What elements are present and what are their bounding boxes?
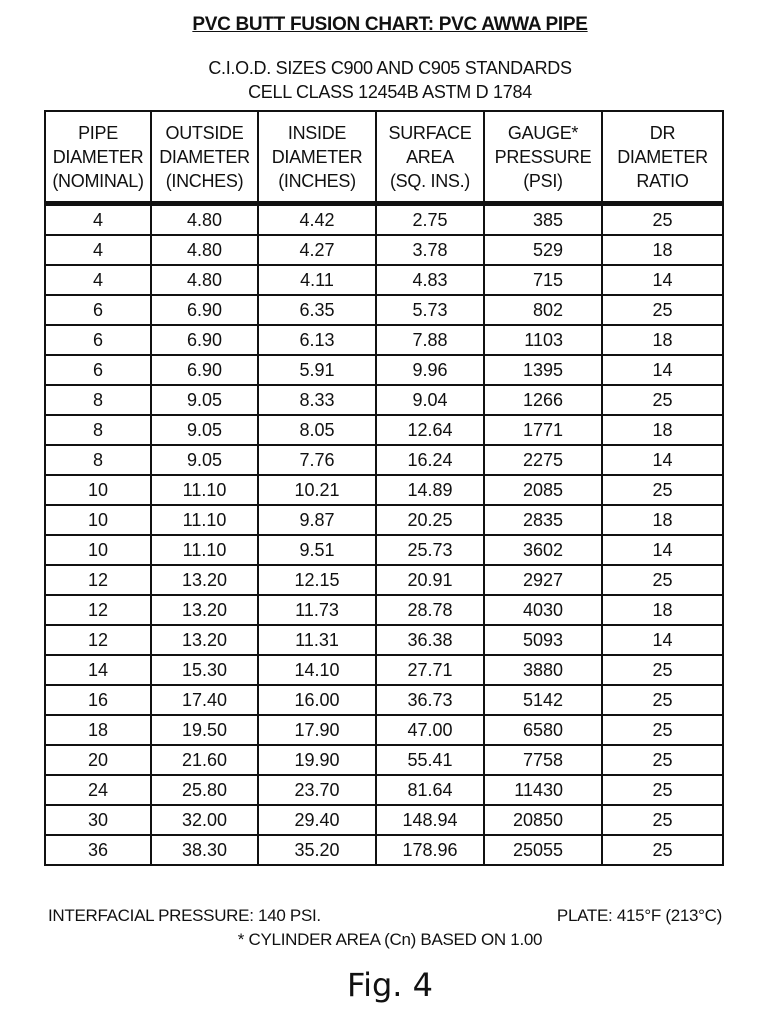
table-row [45, 445, 723, 475]
table-row [45, 535, 723, 565]
table-cell: 5093 [484, 625, 602, 655]
column-header-line: GAUGE* [507, 122, 579, 143]
table-cell: 8.33 [258, 385, 376, 415]
table-cell: 18 [602, 235, 723, 265]
table-cell: 11.10 [151, 475, 258, 505]
table-cell: 2085 [484, 475, 602, 505]
pvc-fusion-table [44, 110, 724, 866]
column-header [484, 111, 602, 204]
column-header-line: DR [649, 122, 676, 143]
column-header [45, 111, 151, 204]
table-cell: 529 [484, 235, 602, 265]
table-cell: 25 [602, 565, 723, 595]
table-header [45, 111, 723, 204]
column-header [602, 111, 723, 204]
table-cell: 21.60 [151, 745, 258, 775]
table-cell: 9.96 [376, 355, 484, 385]
table-cell: 14 [45, 655, 151, 685]
column-header-line: (INCHES) [165, 170, 244, 191]
table-cell: 6.13 [258, 325, 376, 355]
table-row [45, 295, 723, 325]
table-cell: 11.31 [258, 625, 376, 655]
table-cell: 8.05 [258, 415, 376, 445]
table-cell: 18 [602, 325, 723, 355]
column-header-line: PRESSURE [494, 146, 592, 167]
table-row [45, 235, 723, 265]
table-cell: 7.88 [376, 325, 484, 355]
table-cell: 2275 [484, 445, 602, 475]
header-row [45, 111, 723, 204]
column-header-line: (SQ. INS.) [389, 170, 470, 191]
table-cell: 4.80 [151, 265, 258, 295]
table-cell: 16.00 [258, 685, 376, 715]
table-cell: 25.80 [151, 775, 258, 805]
table-cell: 5.91 [258, 355, 376, 385]
table-cell: 6.90 [151, 325, 258, 355]
table-cell: 14 [602, 625, 723, 655]
table-row [45, 715, 723, 745]
column-header-line: (INCHES) [278, 170, 356, 191]
table-cell: 36 [45, 835, 151, 865]
table-cell: 4.80 [151, 235, 258, 265]
table-cell: 12 [45, 595, 151, 625]
table-row [45, 475, 723, 505]
table-cell: 25 [602, 655, 723, 685]
table-row [45, 505, 723, 535]
table-cell: 178.96 [376, 835, 484, 865]
table-cell: 11.10 [151, 505, 258, 535]
table-row [45, 385, 723, 415]
table-cell: 1395 [484, 355, 602, 385]
table-row [45, 655, 723, 685]
table-body [45, 204, 723, 866]
table-cell: 25 [602, 385, 723, 415]
table-cell: 28.78 [376, 595, 484, 625]
table-cell: 9.05 [151, 445, 258, 475]
table-cell: 4.27 [258, 235, 376, 265]
table-cell: 8 [45, 445, 151, 475]
column-header-line: AREA [406, 146, 454, 167]
table-row [45, 204, 723, 236]
column-header-line: DIAMETER [271, 146, 363, 167]
table-cell: 10 [45, 475, 151, 505]
column-header [151, 111, 258, 204]
table-row [45, 685, 723, 715]
table-cell: 6580 [484, 715, 602, 745]
table-cell: 25 [602, 835, 723, 865]
table-cell: 4.42 [258, 204, 376, 236]
table-cell: 13.20 [151, 565, 258, 595]
table-row [45, 835, 723, 865]
table-cell: 12 [45, 565, 151, 595]
table-cell: 30 [45, 805, 151, 835]
table-row [45, 745, 723, 775]
table-cell: 20.91 [376, 565, 484, 595]
table-cell: 20.25 [376, 505, 484, 535]
table-cell: 25 [602, 475, 723, 505]
table-cell: 4 [45, 265, 151, 295]
table-cell: 6 [45, 325, 151, 355]
column-header-line: OUTSIDE [165, 122, 244, 143]
table-row [45, 775, 723, 805]
table-cell: 81.64 [376, 775, 484, 805]
table-cell: 7758 [484, 745, 602, 775]
table-cell: 10 [45, 505, 151, 535]
table-cell: 16.24 [376, 445, 484, 475]
table-cell: 38.30 [151, 835, 258, 865]
table-cell: 6 [45, 295, 151, 325]
table-cell: 25 [602, 745, 723, 775]
table-cell: 19.50 [151, 715, 258, 745]
table-cell: 25 [602, 685, 723, 715]
column-header-line: (PSI) [523, 170, 563, 191]
table-cell: 5142 [484, 685, 602, 715]
chart-title: PVC BUTT FUSION CHART: PVC AWWA PIPE [192, 14, 588, 35]
standards-subtitle: C.I.O.D. SIZES C900 AND C905 STANDARDS [208, 58, 572, 78]
table-cell: 4.80 [151, 204, 258, 236]
table-cell: 16 [45, 685, 151, 715]
table-cell: 385 [484, 204, 602, 236]
table-row [45, 625, 723, 655]
table-cell: 8 [45, 385, 151, 415]
table-cell: 9.05 [151, 415, 258, 445]
table-cell: 25 [602, 775, 723, 805]
table-cell: 13.20 [151, 625, 258, 655]
table-cell: 17.40 [151, 685, 258, 715]
table-cell: 17.90 [258, 715, 376, 745]
table-cell: 11.10 [151, 535, 258, 565]
table-cell: 25 [602, 805, 723, 835]
table-cell: 14 [602, 445, 723, 475]
table-cell: 7.76 [258, 445, 376, 475]
table-cell: 4 [45, 235, 151, 265]
column-header-line: (NOMINAL) [52, 170, 144, 191]
table-cell: 25055 [484, 835, 602, 865]
table-cell: 14.10 [258, 655, 376, 685]
table-cell: 802 [484, 295, 602, 325]
table-cell: 9.51 [258, 535, 376, 565]
table-cell: 4.83 [376, 265, 484, 295]
plate-temperature-note: PLATE: 415°F (213°C) [556, 906, 722, 925]
table-cell: 4 [45, 204, 151, 236]
table-cell: 25.73 [376, 535, 484, 565]
column-header-line: RATIO [636, 170, 689, 191]
table-cell: 25 [602, 715, 723, 745]
table-cell: 13.20 [151, 595, 258, 625]
table-cell: 9.05 [151, 385, 258, 415]
table-cell: 6.90 [151, 295, 258, 325]
table-cell: 9.87 [258, 505, 376, 535]
cylinder-area-footnote: * CYLINDER AREA (Cn) BASED ON 1.00 [237, 930, 543, 949]
table-cell: 12.15 [258, 565, 376, 595]
table-cell: 14 [602, 355, 723, 385]
table-cell: 18 [602, 595, 723, 625]
table-cell: 14 [602, 535, 723, 565]
table-cell: 20 [45, 745, 151, 775]
table-cell: 18 [45, 715, 151, 745]
table-cell: 18 [602, 505, 723, 535]
table-cell: 47.00 [376, 715, 484, 745]
table-cell: 36.38 [376, 625, 484, 655]
table-row [45, 415, 723, 445]
table-cell: 35.20 [258, 835, 376, 865]
column-header-line: DIAMETER [617, 146, 708, 167]
table-cell: 12.64 [376, 415, 484, 445]
table-cell: 15.30 [151, 655, 258, 685]
interfacial-pressure-note: INTERFACIAL PRESSURE: 140 PSI. [48, 906, 321, 925]
table-cell: 25 [602, 295, 723, 325]
table-cell: 25 [602, 204, 723, 236]
table-cell: 9.04 [376, 385, 484, 415]
table-cell: 20850 [484, 805, 602, 835]
table-cell: 3880 [484, 655, 602, 685]
table-cell: 10.21 [258, 475, 376, 505]
table-cell: 1103 [484, 325, 602, 355]
table-cell: 23.70 [258, 775, 376, 805]
table-cell: 3.78 [376, 235, 484, 265]
column-header [258, 111, 376, 204]
table-cell: 27.71 [376, 655, 484, 685]
table-cell: 5.73 [376, 295, 484, 325]
table-cell: 11.73 [258, 595, 376, 625]
table-cell: 14 [602, 265, 723, 295]
table-cell: 1771 [484, 415, 602, 445]
column-header-line: SURFACE [388, 122, 472, 143]
column-header-line: DIAMETER [52, 146, 144, 167]
table-row [45, 325, 723, 355]
column-header-line: INSIDE [287, 122, 347, 143]
table-cell: 36.73 [376, 685, 484, 715]
table-cell: 19.90 [258, 745, 376, 775]
table-cell: 29.40 [258, 805, 376, 835]
table-cell: 24 [45, 775, 151, 805]
table-cell: 8 [45, 415, 151, 445]
table-cell: 2927 [484, 565, 602, 595]
figure-label: Fig. 4 [347, 966, 433, 1004]
table-cell: 148.94 [376, 805, 484, 835]
column-header-line: DIAMETER [159, 146, 250, 167]
cell-class-subtitle: CELL CLASS 12454B ASTM D 1784 [248, 82, 532, 102]
table-cell: 2.75 [376, 204, 484, 236]
table-row [45, 805, 723, 835]
table-cell: 715 [484, 265, 602, 295]
table-cell: 11430 [484, 775, 602, 805]
table-cell: 55.41 [376, 745, 484, 775]
table-cell: 12 [45, 625, 151, 655]
table-row [45, 595, 723, 625]
table-cell: 4030 [484, 595, 602, 625]
column-header [376, 111, 484, 204]
table-cell: 3602 [484, 535, 602, 565]
column-header-line: PIPE [78, 122, 118, 143]
table-cell: 2835 [484, 505, 602, 535]
table-cell: 18 [602, 415, 723, 445]
table-cell: 1266 [484, 385, 602, 415]
table-cell: 10 [45, 535, 151, 565]
table-cell: 6 [45, 355, 151, 385]
table-cell: 14.89 [376, 475, 484, 505]
table-row [45, 265, 723, 295]
table-cell: 6.35 [258, 295, 376, 325]
table-row [45, 565, 723, 595]
table-row [45, 355, 723, 385]
table-cell: 6.90 [151, 355, 258, 385]
table-cell: 32.00 [151, 805, 258, 835]
table-cell: 4.11 [258, 265, 376, 295]
